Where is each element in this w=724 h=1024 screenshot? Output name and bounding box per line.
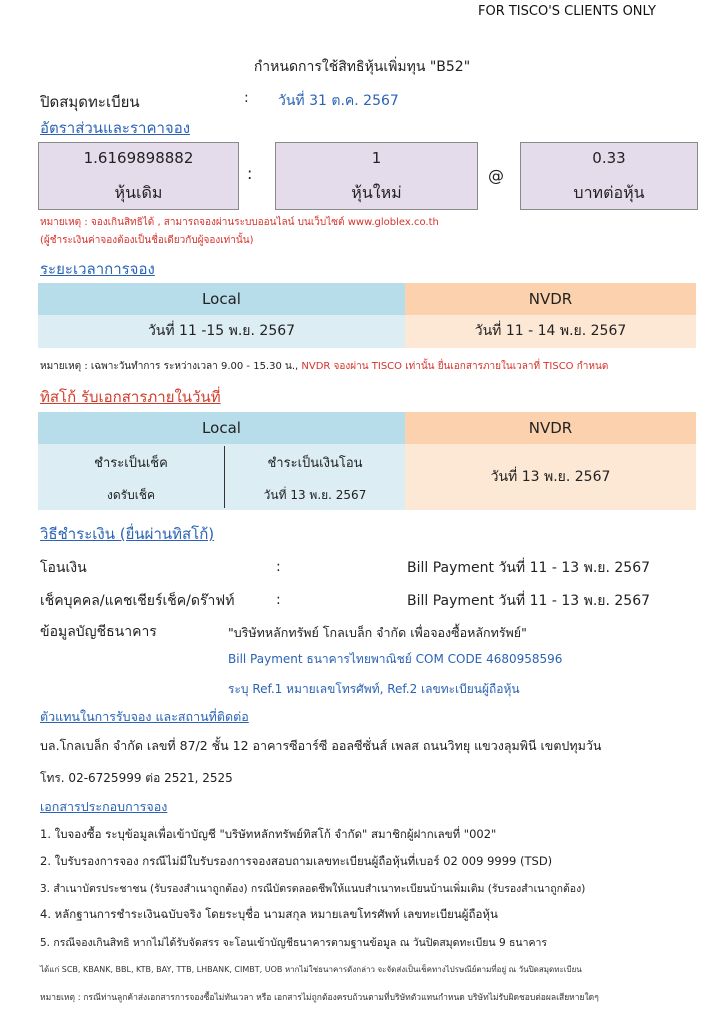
book-close-label: ปิดสมุดทะเบียน — [40, 93, 140, 111]
transfer-value: วันที่ 13 พ.ย. 2567 — [263, 488, 367, 502]
price-unit: บาทต่อหุ้น — [573, 183, 645, 202]
ratio-note-2: (ผู้ชำระเงินค่าจองต้องเป็นชื่อเดียวกับผู้จองเท่านั้น) — [40, 235, 254, 246]
transfer-title: ชำระเป็นเงินโอน — [267, 456, 363, 471]
new-shares-unit: หุ้นใหม่ — [351, 183, 402, 202]
agent-heading: ตัวแทนในการรับจอง และสถานที่ติดต่อ — [40, 709, 249, 724]
document-item-1: 1. ใบจองซื้อ ระบุข้อมูลเพื่อเข้าบัญชี "บริษัทหลักทรัพย์ทิสโก้ จำกัด" สมาชิกผู้ฝากเลขที่ "002" — [40, 827, 497, 841]
period-note-black: หมายเหตุ : เฉพาะวันทำการ ระหว่างเวลา 9.00 - 15.30 น., — [40, 361, 302, 372]
agent-address: บล.โกลเบล็ก จำกัด เลขที่ 87/2 ชั้น 12 อาคารซีอาร์ซี ออลซีซั่นส์ เพลส ถนนวิทยุ แขวงลุมพินี เขตปทุมวัน — [40, 738, 602, 753]
old-shares-unit: หุ้นเดิม — [114, 183, 163, 202]
transfer-label: โอนเงิน — [40, 560, 87, 576]
price-value: 0.33 — [592, 149, 626, 167]
period-heading: ระยะเวลาการจอง — [40, 260, 155, 278]
period-nvdr-date: วันที่ 11 - 14 พ.ย. 2567 — [405, 315, 696, 348]
book-close-date: วันที่ 31 ต.ค. 2567 — [278, 93, 399, 109]
agent-phone: โทร. 02-6725999 ต่อ 2521, 2525 — [40, 771, 233, 785]
old-shares-value: 1.6169898882 — [83, 149, 194, 167]
docs-nvdr-header: NVDR — [405, 412, 696, 444]
document-item-4: 4. หลักฐานการชำระเงินฉบับจริง โดยระบุชื่อ นามสกุล หมายเลขโทรศัพท์ เลขทะเบียนผู้ถือหุ้น — [40, 907, 498, 921]
period-nvdr-header: NVDR — [405, 283, 696, 315]
period-note-red: NVDR จองผ่าน TISCO เท่านั้น ยื่นเอกสารภายในเวลาที่ TISCO กำหนด — [301, 361, 609, 372]
old-shares-box — [38, 142, 239, 210]
period-local-date: วันที่ 11 -15 พ.ย. 2567 — [38, 315, 405, 348]
document-item-2: 2. ใบรับรองการจอง กรณีไม่มีใบรับรองการจองสอบถามเลขทะเบียนผู้ถือหุ้นที่เบอร์ 02 009 9999 (TSD) — [40, 854, 553, 868]
docs-local-header: Local — [38, 412, 405, 444]
cheque-colon: : — [276, 592, 281, 608]
document-item-3: 3. สำเนาบัตรประชาชน (รับรองสำเนาถูกต้อง) กรณีบัตรตลอดชีพให้แนบสำเนาทะเบียนบ้านเพิ่มเติม (รับรองสำเนาถูกต้อง) — [40, 883, 586, 895]
banks-line: ได้แก่ SCB, KBANK, BBL, KTB, BAY, TTB, LHBANK, CIMBT, UOB หากไม่ใช่ธนาคารดังกล่าว จะจัดส่งเป็นเช็คทางไปรษณีย์ตามที่อยู่ ณ วันปิดสมุดทะเบียน — [40, 965, 582, 974]
docs-heading: ทิสโก้ รับเอกสารภายในวันที่ — [40, 388, 221, 406]
ratio-note-1: หมายเหตุ : จองเกินสิทธิได้ , สามารถจองผ่านระบบออนไลน์ บนเว็บไซต์ www.globlex.co.th — [40, 217, 439, 228]
bank-label: ข้อมูลบัญชีธนาคาร — [40, 624, 157, 640]
bank-ref-info: ระบุ Ref.1 หมายเลขโทรศัพท์, Ref.2 เลขทะเบียนผู้ถือหุ้น — [228, 682, 520, 696]
bank-bill-payment: Bill Payment ธนาคารไทยพาณิชย์ COM CODE 4680958596 — [228, 652, 563, 666]
docs-nvdr-date: วันที่ 13 พ.ย. 2567 — [405, 444, 696, 510]
book-close-colon: : — [244, 90, 249, 106]
final-note: หมายเหตุ : กรณีท่านลูกค้าส่งเอกสารการจองซื้อไม่ทันเวลา หรือ เอกสารไม่ถูกต้องครบถ้วนตามที่บริษัทตัวแทนกำหนด บริษัทไม่รับผิดชอบต่อผลเสียหายใดๆ — [40, 993, 599, 1003]
ratio-separator: : — [247, 164, 253, 183]
cheque-bill-payment: Bill Payment วันที่ 11 - 13 พ.ย. 2567 — [407, 593, 651, 609]
at-symbol: @ — [488, 166, 504, 185]
new-shares-box — [275, 142, 478, 210]
ratio-heading: อัตราส่วนและราคาจอง — [40, 119, 191, 137]
cheque-label: เช็คบุคคล/แคชเชียร์เช็ค/ดร๊าฟท์ — [40, 593, 235, 609]
cheque-value: งดรับเช็ค — [107, 488, 155, 502]
cheque-title: ชำระเป็นเช็ค — [94, 456, 168, 471]
payment-heading: วิธีชำระเงิน (ยื่นผ่านทิสโก้) — [40, 525, 215, 543]
transfer-colon: : — [276, 559, 281, 575]
transfer-bill-payment: Bill Payment วันที่ 11 - 13 พ.ย. 2567 — [407, 560, 651, 576]
documents-heading: เอกสารประกอบการจอง — [40, 799, 168, 814]
bank-account-name: "บริษัทหลักทรัพย์ โกลเบล็ก จำกัด เพื่อจองซื้อหลักทรัพย์" — [228, 625, 527, 640]
new-shares-value: 1 — [371, 149, 382, 167]
document-item-5: 5. กรณีจองเกินสิทธิ หากไม่ได้รับจัดสรร จะโอนเข้าบัญชีธนาคารตามฐานข้อมูล ณ วันปิดสมุดทะเบียน 9 ธนาคาร — [40, 937, 548, 949]
page-title: กำหนดการใช้สิทธิหุ้นเพิ่มทุน "B52" — [253, 59, 471, 75]
clients-only-note: FOR TISCO'S CLIENTS ONLY — [477, 4, 656, 19]
period-local-header: Local — [38, 283, 405, 315]
period-note — [40, 359, 608, 374]
price-box — [520, 142, 698, 210]
